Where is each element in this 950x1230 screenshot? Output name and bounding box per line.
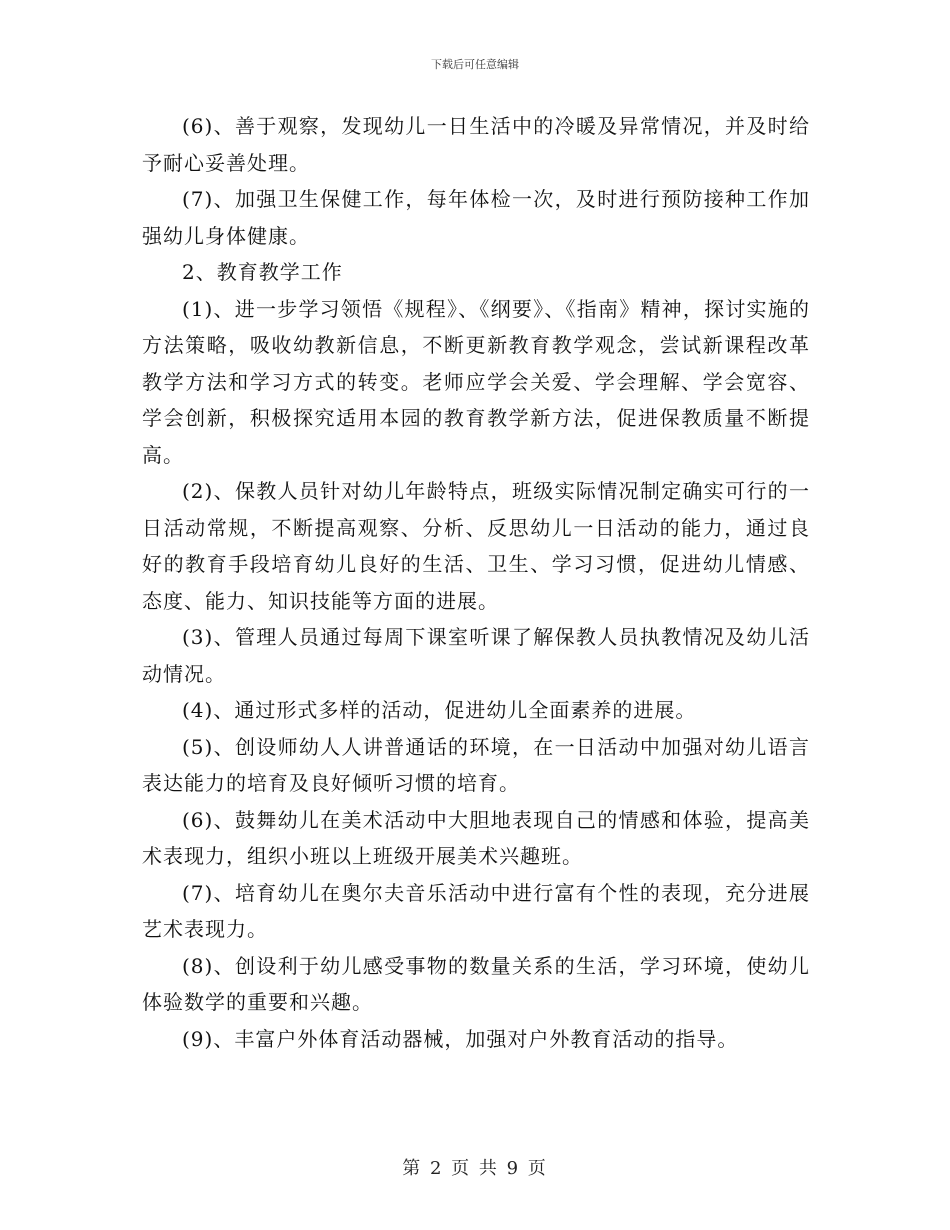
paragraph-teaching-3: (3)、管理人员通过每周下课室听课了解保教人员执教情况及幼儿活动情况。 (142, 625, 810, 686)
page-number-footer: 第 2 页 共 9 页 (402, 1158, 548, 1179)
page-header: 下载后可任意编辑 (431, 58, 519, 71)
paragraph-hygiene-7: (7)、加强卫生保健工作，每年体检一次，及时进行预防接种工作加强幼儿身体健康。 (142, 187, 810, 248)
paragraph-teaching-4: (4)、通过形式多样的活动，促进幼儿全面素养的进展。 (182, 698, 697, 722)
paragraph-teaching-8: (8)、创设利于幼儿感受事物的数量关系的生活，学习环境，使幼儿体验数学的重要和兴趣。 (142, 953, 810, 1014)
paragraph-teaching-7: (7)、培育幼儿在奥尔夫音乐活动中进行富有个性的表现，充分进展艺术表现力。 (142, 880, 810, 941)
paragraph-teaching-1: (1)、进一步学习领悟《规程》、《纲要》、《指南》精神，探讨实施的方法策略，吸收幼教新信息，不断更新教育教学观念，尝试新课程改革教学方法和学习方式的转变。老师应学会关爱、学会理解、学会宽容、学会创新，积极探究适用本园的教育教学新方法，促进保教质量不断提高。 (142, 296, 810, 467)
paragraph-teaching-2: (2)、保教人员针对幼儿年龄特点，班级实际情况制定确实可行的一日活动常规，不断提高观察、分析、反思幼儿一日活动的能力，通过良好的教育手段培育幼儿良好的生活、卫生、学习习惯，促进幼儿情感、态度、能力、知识技能等方面的进展。 (142, 479, 810, 613)
paragraph-teaching-5: (5)、创设师幼人人讲普通话的环境，在一日活动中加强对幼儿语言表达能力的培育及良好倾听习惯的培育。 (142, 734, 810, 795)
paragraph-teaching-6: (6)、鼓舞幼儿在美术活动中大胆地表现自己的情感和体验，提高美术表现力，组织小班以上班级开展美术兴趣班。 (142, 807, 810, 868)
paragraph-teaching-9: (9)、丰富户外体育活动器械，加强对户外教育活动的指导。 (182, 1026, 739, 1051)
paragraph-hygiene-6: (6)、善于观察，发现幼儿一日生活中的冷暖及异常情况，并及时给予耐心妥善处理。 (142, 114, 810, 175)
document-body (142, 108, 810, 1057)
section-heading-teaching: 2、教育教学工作 (182, 260, 343, 284)
